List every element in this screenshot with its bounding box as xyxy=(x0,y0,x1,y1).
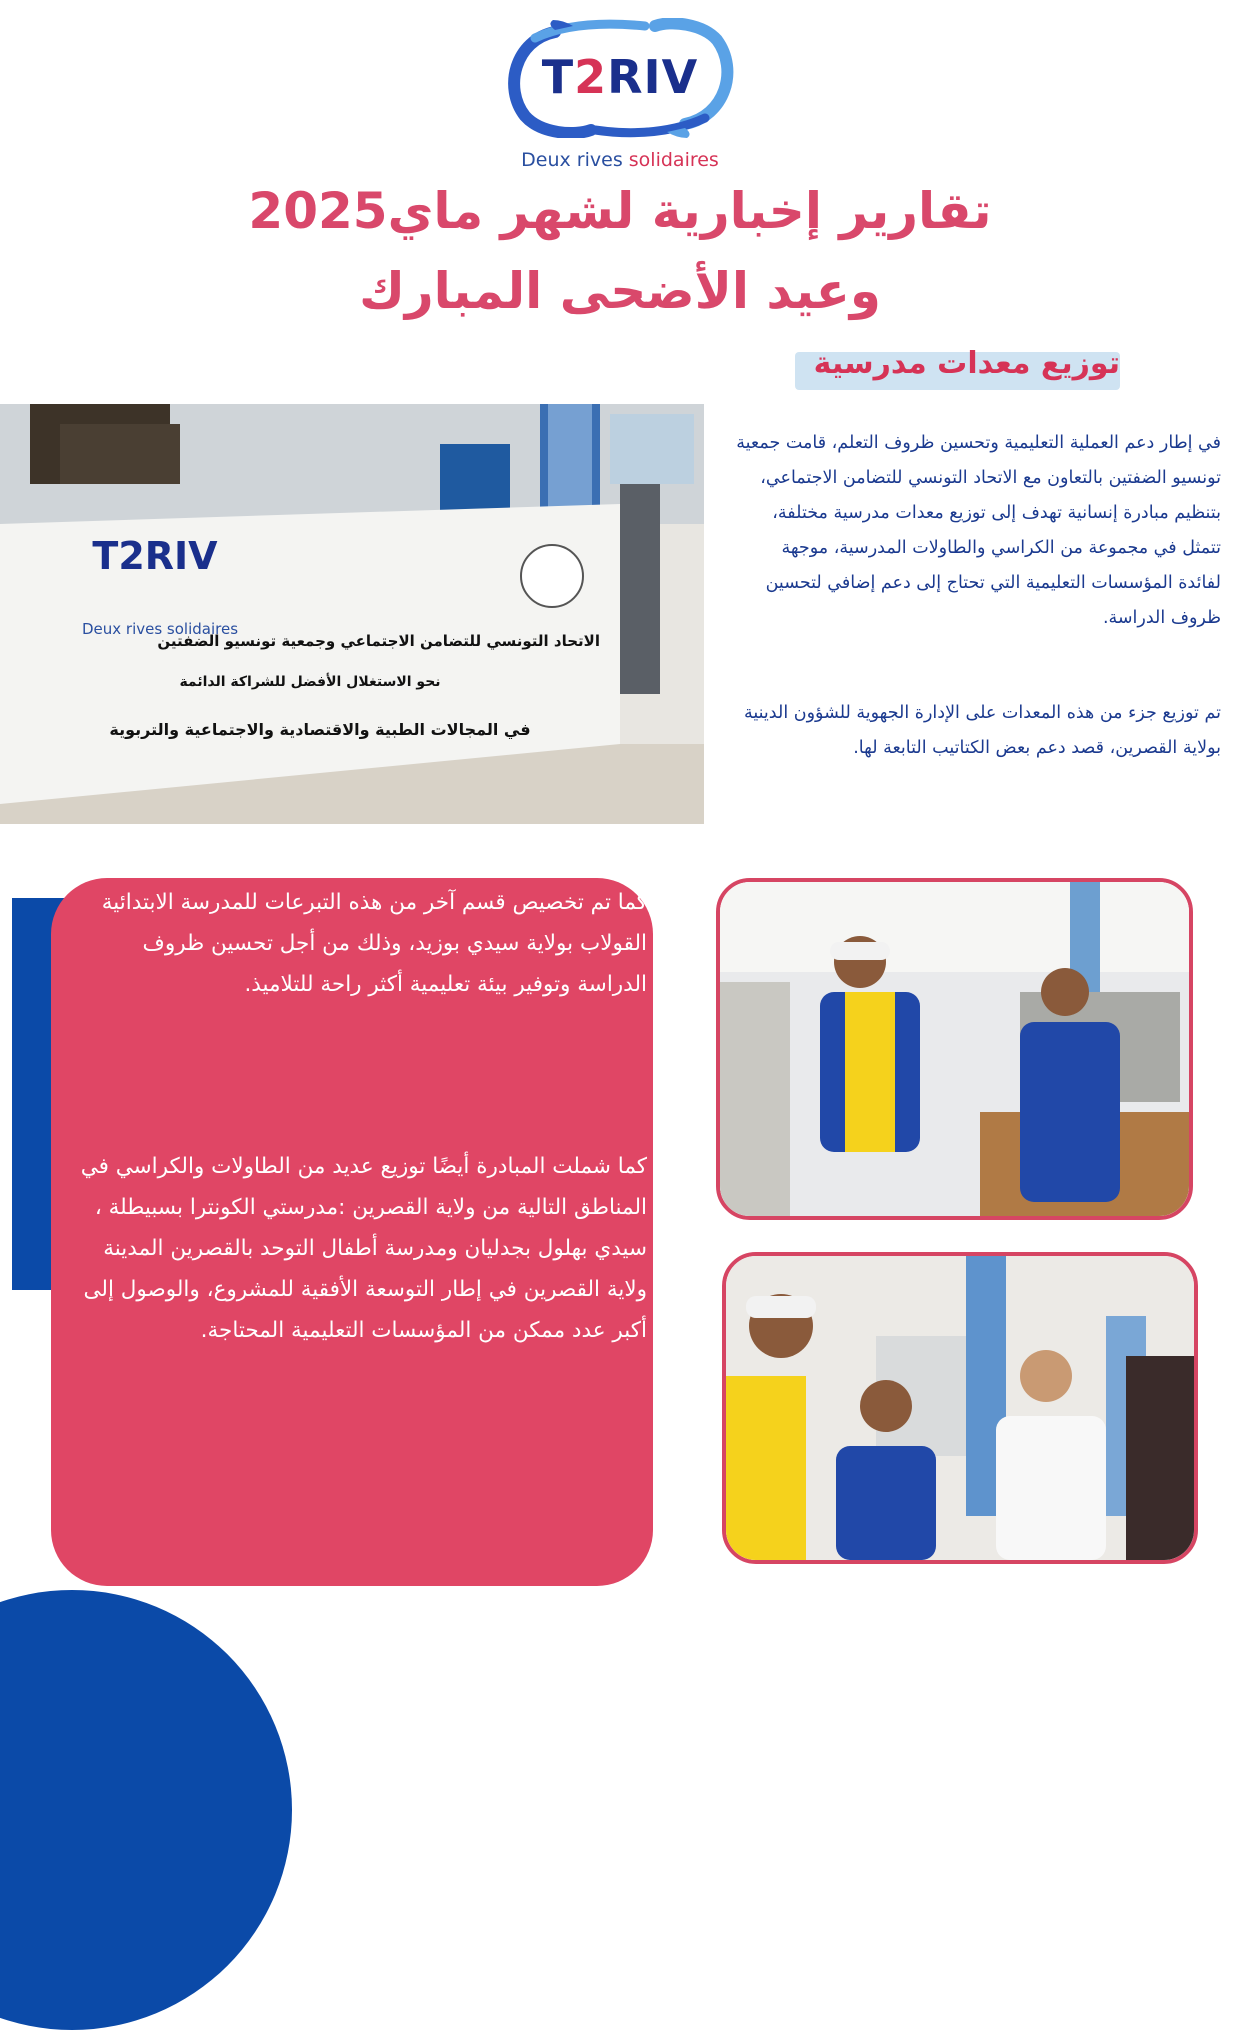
distribution-paragraph: تم توزيع جزء من هذه المعدات على الإدارة الجهوية للشؤون الدينية بولاية القصرين، قصد دعم بعض الكتاتيب التابعة لها. xyxy=(743,703,1221,758)
banner-line3: في المجالات الطبية والاقتصادية والاجتماعية والتربوية xyxy=(109,720,531,739)
union-seal-icon xyxy=(520,544,584,608)
decorative-blue-circle xyxy=(0,1590,292,2030)
intro-paragraph: في إطار دعم العملية التعليمية وتحسين ظروف التعلم، قامت جمعية تونسيو الضفتين بالتعاون مع الاتحاد التونسي للتضامن الاجتماعي، بتنظيم مبادرة إنسانية تهدف إلى توزيع معدات مدرسية مختلفة، تتمثل في مجموعة من الكراسي والطاولات المدرسية، موجهة لفائدة المؤسسات التعليمية التي تحتاج إلى دعم إضافي لتحسين ظروف الدراسة. xyxy=(736,433,1221,628)
sidi-bouzid-paragraph: كما تم تخصيص قسم آخر من هذه التبرعات للمدرسة الابتدائية القولاب بولاية سيدي بوزيد، وذلك من أجل تحسين ظروف الدراسة وتوفير بيئة تعليمية أكثر راحة للتلاميذ. xyxy=(101,890,647,997)
banner-line2: نحو الاستغلال الأفضل للشراكة الدائمة xyxy=(179,674,441,690)
volunteers-photo-1 xyxy=(716,878,1193,1220)
banner-logo-sub: Deux rives solidaires xyxy=(81,620,239,638)
volunteers-photo-2 xyxy=(722,1252,1198,1564)
page-title-line1: تقارير إخبارية لشهر ماي2025 xyxy=(248,182,992,240)
banner-logo: T2RIV xyxy=(92,534,218,578)
banner-photo-scene xyxy=(0,404,704,824)
t2riv-logo xyxy=(495,12,745,172)
kasserine-paragraph: كما شملت المبادرة أيضًا توزيع عديد من الطاولات والكراسي في المناطق التالية من ولاية القصرين :مدرستي الكونترا بسبيطلة ، سيدي بهلول بجدليان ومدرسة أطفال التوحد بالقصرين المدينة ولاية القصرين في إطار التوسعة الأفقية للمشروع، والوصول إلى أكبر عدد ممكن من المؤسسات التعليمية المحتاجة. xyxy=(80,1154,647,1343)
banner-photo xyxy=(0,404,704,824)
page-title-line2: وعيد الأضحى المبارك xyxy=(359,262,881,320)
banner-line1: الاتحاد التونسي للتضامن الاجتماعي وجمعية تونسيو الضفتين xyxy=(157,632,600,650)
volunteers-scene-2 xyxy=(726,1256,1194,1560)
logo-wordmark: T2RIV xyxy=(541,50,699,104)
section-title: توزيع معدات مدرسية xyxy=(813,346,1120,381)
logo-tagline: Deux rives solidaires xyxy=(521,149,719,171)
volunteers-scene-1 xyxy=(720,882,1189,1216)
